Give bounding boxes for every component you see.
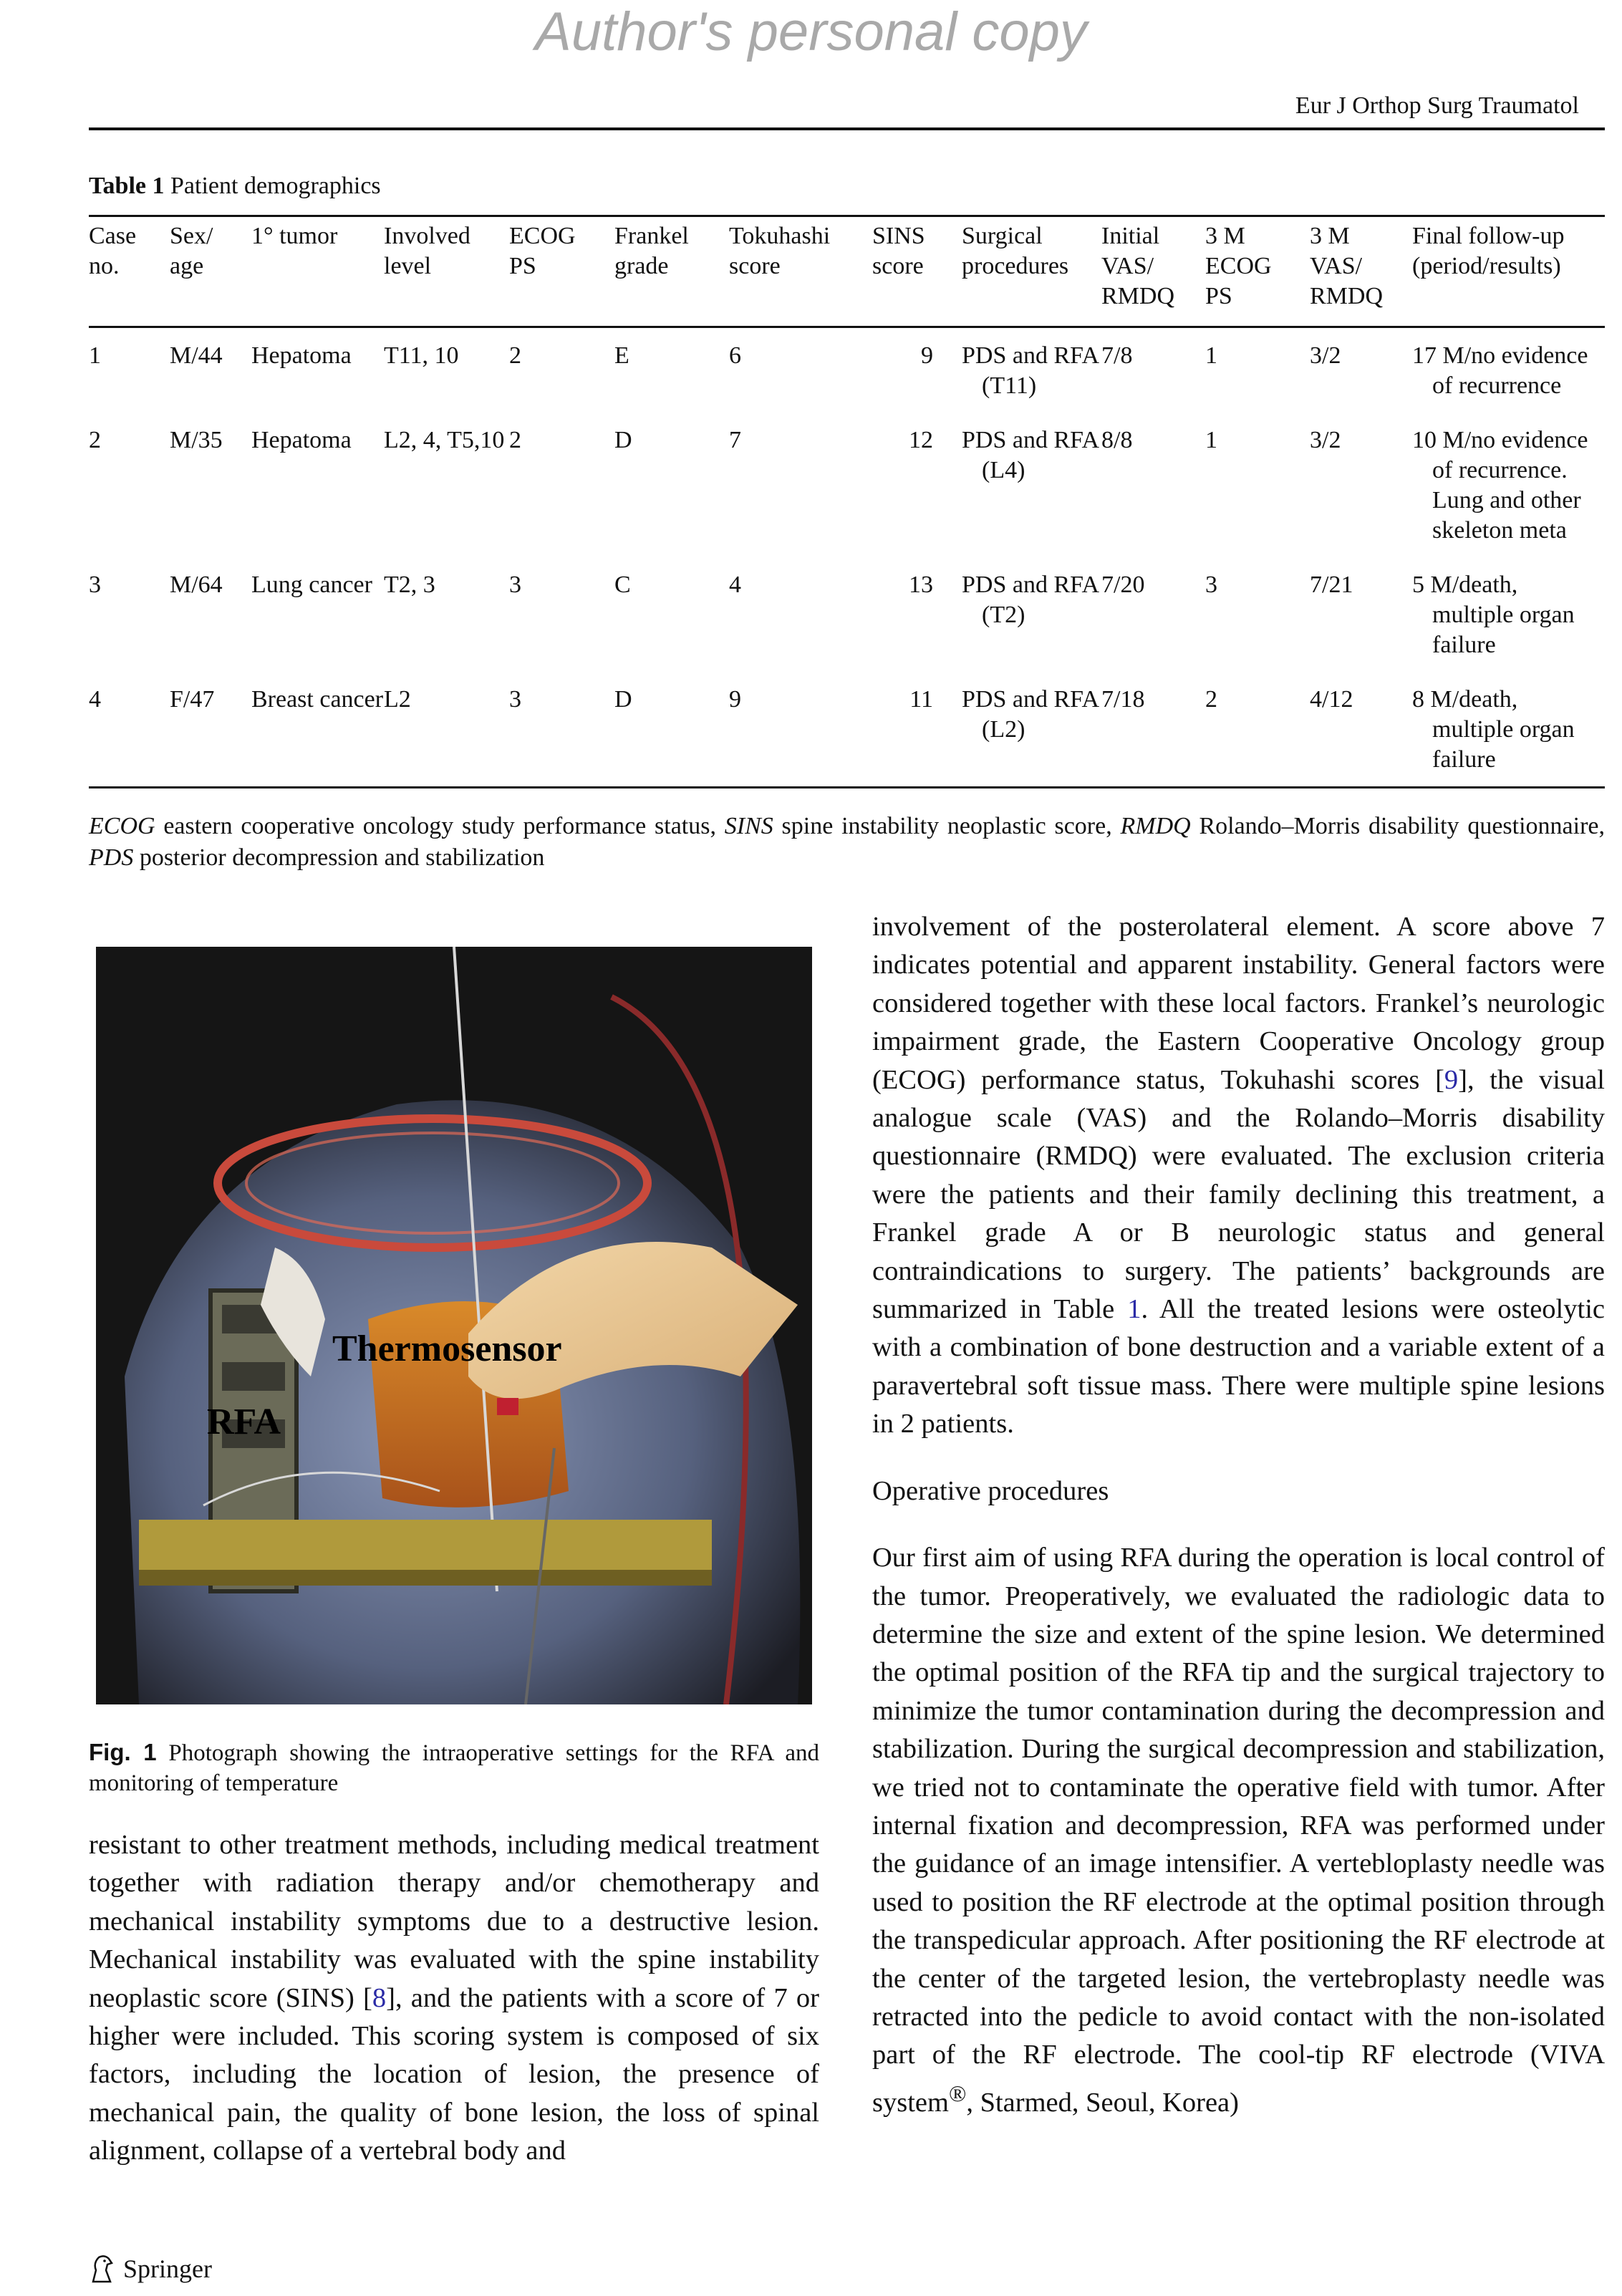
column-header-line: Initial <box>1101 223 1160 249</box>
table-cell-text: Breast cancer <box>251 686 384 713</box>
table-cell <box>1412 672 1605 788</box>
column-header-line: grade <box>614 253 669 279</box>
table-cell-text: 4 <box>729 571 741 598</box>
table-cell-text: 2 <box>89 427 101 453</box>
table-header-row <box>89 216 1605 327</box>
table-cell <box>1310 327 1412 413</box>
table-cell-text: 3/2 <box>1310 427 1341 453</box>
table-cell-text: PDS and RFA (T11) <box>962 342 1099 399</box>
footer <box>89 2253 212 2285</box>
table-cell-text: 4/12 <box>1310 686 1353 713</box>
table-cell <box>170 672 251 788</box>
table-footnote <box>89 811 1605 874</box>
table-cell-text: 8/8 <box>1101 427 1133 453</box>
column-header <box>251 216 384 327</box>
table-cell-text: 2 <box>509 342 521 369</box>
table-cell-text: 11 <box>909 686 933 713</box>
table-cell-text: 17 M/no evidence of recurrence <box>1412 342 1588 399</box>
table-cell <box>872 327 962 413</box>
header-rule <box>89 127 1605 130</box>
column-header <box>1205 216 1310 327</box>
column-header-line: Case <box>89 223 137 249</box>
column-header <box>729 216 872 327</box>
table-cell <box>1412 413 1605 557</box>
table-cell-text: M/44 <box>170 342 223 369</box>
table-cell-text: 10 M/no evidence of recurrence. Lung and other skeleton meta <box>1412 427 1588 544</box>
table-cell-text: Lung cancer <box>251 571 372 598</box>
table-cell-text: 1 <box>1205 427 1217 453</box>
abbr-ecog: ECOG <box>89 813 155 839</box>
right-paragraph-2 <box>872 1539 1605 2122</box>
column-header-line: 3 M <box>1310 223 1350 249</box>
table-cell <box>614 557 729 672</box>
table-cell-text: E <box>614 342 629 369</box>
left-column-text <box>89 1826 819 2171</box>
table-cell <box>1205 413 1310 557</box>
figure-caption-text: Photograph showing the intraoperative settings for the RFA and monitoring of temperature <box>89 1740 819 1796</box>
table-cell <box>384 413 509 557</box>
table-cell-text: T11, 10 <box>384 342 459 369</box>
table-cell-text: M/35 <box>170 427 223 453</box>
table-cell-text: 8 M/death, multiple organ failure <box>1412 686 1575 773</box>
table-label: Table 1 <box>89 173 165 199</box>
table-cell-text: Hepatoma <box>251 342 352 369</box>
right-text-c: . All the treated lesions were osteolytic with a combination of bone destruction and a variable extent of a paravertebral soft tissue mass. There were multiple spine lesions in 2 patients. <box>872 1294 1605 1439</box>
column-header <box>962 216 1101 327</box>
table-cell <box>509 557 614 672</box>
column-header <box>170 216 251 327</box>
figure-label-rfa: RFA <box>207 1402 281 1442</box>
column-header-line: PS <box>1205 283 1232 309</box>
table-cell <box>1101 327 1205 413</box>
column-header-line: level <box>384 253 432 279</box>
table-cell <box>1101 413 1205 557</box>
table-cell <box>1310 672 1412 788</box>
column-header-line: ECOG <box>1205 253 1272 279</box>
right-text-d: Our first aim of using RFA during the operation is local control of the tumor. Preoperatively, we evaluated the radiologic data to determine the size and extent of the spine lesion. We determined the optimal position of the RFA tip and the surgical trajectory to minimize the tumor contamination during the decompression and stabilization. During the surgical decompression and stabilization, we tried not to contaminate the operative field with tumor. After internal fixation and decompression, RFA was performed under the guidance of an image intensifier. A vertebloplasty needle was used to position the RF electrode at the optimal position through the transpedicular approach. After positioning the RF electrode at the center of the targeted lesion, the vertebroplasty needle was retracted into the pedicle to avoid contact with the non-isolated part of the RF electrode. The cool-tip RF electrode (VIVA system <box>872 1543 1605 2118</box>
table-cell-text: L2 <box>384 686 411 713</box>
right-text-a: involvement of the posterolateral element. A score above 7 indicates potential and apparent instability. General factors were considered together with these local factors. Frankel’s neurologic impairment grade, the Eastern Cooperative Oncology group (ECOG) performance status, Tokuhashi scores [ <box>872 912 1605 1095</box>
table-cell <box>170 327 251 413</box>
table-cell-text: 7 <box>729 427 741 453</box>
abbr-sins: SINS <box>724 813 773 839</box>
table-cell <box>1310 413 1412 557</box>
table-cell-text: 3 <box>509 571 521 598</box>
column-header-line: ECOG <box>509 223 576 249</box>
column-header <box>872 216 962 327</box>
table-row <box>89 327 1605 413</box>
def-sins: spine instability neoplastic score, <box>773 813 1121 839</box>
table-link-1[interactable]: 1 <box>1127 1294 1141 1325</box>
column-header-line: SINS <box>872 223 925 249</box>
column-header <box>509 216 614 327</box>
column-header <box>1412 216 1605 327</box>
table-cell-text: 7/8 <box>1101 342 1133 369</box>
table-cell <box>89 327 170 413</box>
table-cell <box>251 413 384 557</box>
table-caption <box>89 172 381 201</box>
abbr-pds: PDS <box>89 844 134 871</box>
table-cell-text: Hepatoma <box>251 427 352 453</box>
table-cell-text: 9 <box>921 342 933 369</box>
table-title: Patient demographics <box>170 173 381 199</box>
column-header-line: Involved <box>384 223 470 249</box>
table-cell-text: 5 M/death, multiple organ failure <box>1412 571 1575 658</box>
table-cell <box>1101 557 1205 672</box>
table-cell-text: 3/2 <box>1310 342 1341 369</box>
table-cell <box>251 327 384 413</box>
table-cell <box>1412 327 1605 413</box>
def-ecog: eastern cooperative oncology study performance status, <box>155 813 725 839</box>
column-header-line: Sex/ <box>170 223 213 249</box>
table-cell <box>1412 557 1605 672</box>
table-cell-text: 13 <box>909 571 933 598</box>
table-cell-text: PDS and RFA (T2) <box>962 571 1099 628</box>
watermark: Author's personal copy <box>535 1 1087 62</box>
column-header-line: Tokuhashi <box>729 223 831 249</box>
patient-demographics-table <box>89 215 1605 788</box>
journal-name: Eur J Orthop Surg Traumatol <box>1295 92 1579 119</box>
column-header-line: (period/results) <box>1412 253 1561 279</box>
table-cell <box>962 327 1101 413</box>
table-cell-text: L2, 4, T5,10 <box>384 427 505 453</box>
surgical-photo-illustration <box>96 947 812 1704</box>
table-cell <box>170 557 251 672</box>
citation-link-9[interactable]: 9 <box>1444 1064 1459 1095</box>
table-cell-text: 12 <box>909 427 933 453</box>
column-header <box>1310 216 1412 327</box>
table-cell <box>614 327 729 413</box>
table-cell <box>1205 327 1310 413</box>
table-cell <box>509 672 614 788</box>
table-cell-text: 3 <box>509 686 521 713</box>
table-cell <box>614 413 729 557</box>
right-text-b: ], the visual analogue scale (VAS) and the Rolando–Morris disability questionnaire (RMDQ) were evaluated. The exclusion criteria were the patients and their family declining this treatment, a Frankel grade A or B neurologic status and general contraindications to surgery. The patients’ backgrounds are summarized in Table <box>872 1064 1605 1325</box>
table-cell-text: 7/20 <box>1101 571 1145 598</box>
table-cell <box>384 557 509 672</box>
table-cell-text: 7/18 <box>1101 686 1145 713</box>
column-header-line: Frankel <box>614 223 689 249</box>
table-cell <box>251 672 384 788</box>
table-cell-text: 1 <box>1205 342 1217 369</box>
table-cell <box>89 413 170 557</box>
table-cell <box>962 413 1101 557</box>
left-text-a: resistant to other treatment methods, including medical treatment together with radiation therapy and/or chemotherapy and mechanical instability symptoms due to a destructive lesion. Mechanical instability was evaluated with the spine instability neoplastic score (SINS) [ <box>89 1830 819 2013</box>
table-cell <box>872 413 962 557</box>
column-header-line: score <box>729 253 781 279</box>
def-rmdq: Rolando–Morris disability questionnaire, <box>1190 813 1605 839</box>
table-cell-text: 7/21 <box>1310 571 1353 598</box>
table-cell <box>729 557 872 672</box>
citation-link-8[interactable]: 8 <box>372 1982 387 2013</box>
figure-photo <box>96 947 812 1704</box>
section-heading: Operative procedures <box>872 1475 1109 1506</box>
column-header-line: RMDQ <box>1101 283 1175 309</box>
column-header-line: Final follow-up <box>1412 223 1565 249</box>
table-cell <box>170 413 251 557</box>
table-cell <box>89 672 170 788</box>
table-cell-text: 4 <box>89 686 101 713</box>
table-cell-text: PDS and RFA (L4) <box>962 427 1099 483</box>
table-cell-text: 2 <box>509 427 521 453</box>
right-text-e: , Starmed, Seoul, Korea) <box>966 2087 1239 2118</box>
figure-label-thermosensor: Thermosensor <box>332 1328 562 1369</box>
table-cell-text: 3 <box>89 571 101 598</box>
column-header-line: Surgical <box>962 223 1043 249</box>
table-cell-text: C <box>614 571 631 598</box>
registered-mark: ® <box>948 2080 967 2106</box>
table-cell-text: 6 <box>729 342 741 369</box>
table-cell <box>729 672 872 788</box>
table-cell-text: PDS and RFA (L2) <box>962 686 1099 743</box>
column-header-line: 3 M <box>1205 223 1245 249</box>
table-cell <box>1310 557 1412 672</box>
abbr-rmdq: RMDQ <box>1120 813 1191 839</box>
column-header-line: VAS/ <box>1101 253 1154 279</box>
table-cell <box>962 672 1101 788</box>
table-cell-text: 2 <box>1205 686 1217 713</box>
table-row <box>89 413 1605 557</box>
table-cell <box>1205 672 1310 788</box>
column-header-line: 1° tumor <box>251 223 338 249</box>
table-cell-text: 1 <box>89 342 101 369</box>
column-header-line: score <box>872 253 924 279</box>
table-cell <box>384 672 509 788</box>
table-cell-text: M/64 <box>170 571 223 598</box>
table-cell <box>729 327 872 413</box>
left-paragraph <box>89 1826 819 2171</box>
column-header-line: no. <box>89 253 120 279</box>
table-body <box>89 327 1605 788</box>
table-cell <box>509 413 614 557</box>
column-header <box>1101 216 1205 327</box>
table-row <box>89 672 1605 788</box>
column-header-line: PS <box>509 253 536 279</box>
table-cell <box>384 327 509 413</box>
column-header-line: age <box>170 253 204 279</box>
table-cell <box>729 413 872 557</box>
table-cell <box>962 557 1101 672</box>
table-cell <box>872 672 962 788</box>
def-pds: posterior decompression and stabilization <box>133 844 545 871</box>
table-cell <box>1101 672 1205 788</box>
table-cell-text: 9 <box>729 686 741 713</box>
column-header-line: RMDQ <box>1310 283 1384 309</box>
table-cell <box>89 557 170 672</box>
table-cell-text: D <box>614 427 632 453</box>
left-text-b: ], and the patients with a score of 7 or higher were included. This scoring system is composed of six factors, including the location of lesion, the presence of mechanical pain, the quality of bone lesion, the loss of spinal alignment, collapse of a vertebral body and <box>89 1982 819 2166</box>
column-header <box>89 216 170 327</box>
table-row <box>89 557 1605 672</box>
right-column-text <box>872 908 1605 2122</box>
right-paragraph-1 <box>872 908 1605 1444</box>
springer-horse-icon <box>89 2253 116 2285</box>
column-header-line: procedures <box>962 253 1069 279</box>
column-header <box>614 216 729 327</box>
column-header <box>384 216 509 327</box>
table-cell <box>1205 557 1310 672</box>
table-cell <box>614 672 729 788</box>
figure-caption-label: Fig. 1 <box>89 1739 157 1765</box>
table-cell-text: 3 <box>1205 571 1217 598</box>
publisher-name: Springer <box>123 2254 212 2283</box>
figure-caption <box>89 1737 819 1798</box>
table-cell-text: T2, 3 <box>384 571 435 598</box>
table-cell <box>509 327 614 413</box>
table-cell <box>872 557 962 672</box>
table-cell-text: D <box>614 686 632 713</box>
table-cell <box>251 557 384 672</box>
table-cell-text: F/47 <box>170 686 215 713</box>
column-header-line: VAS/ <box>1310 253 1363 279</box>
